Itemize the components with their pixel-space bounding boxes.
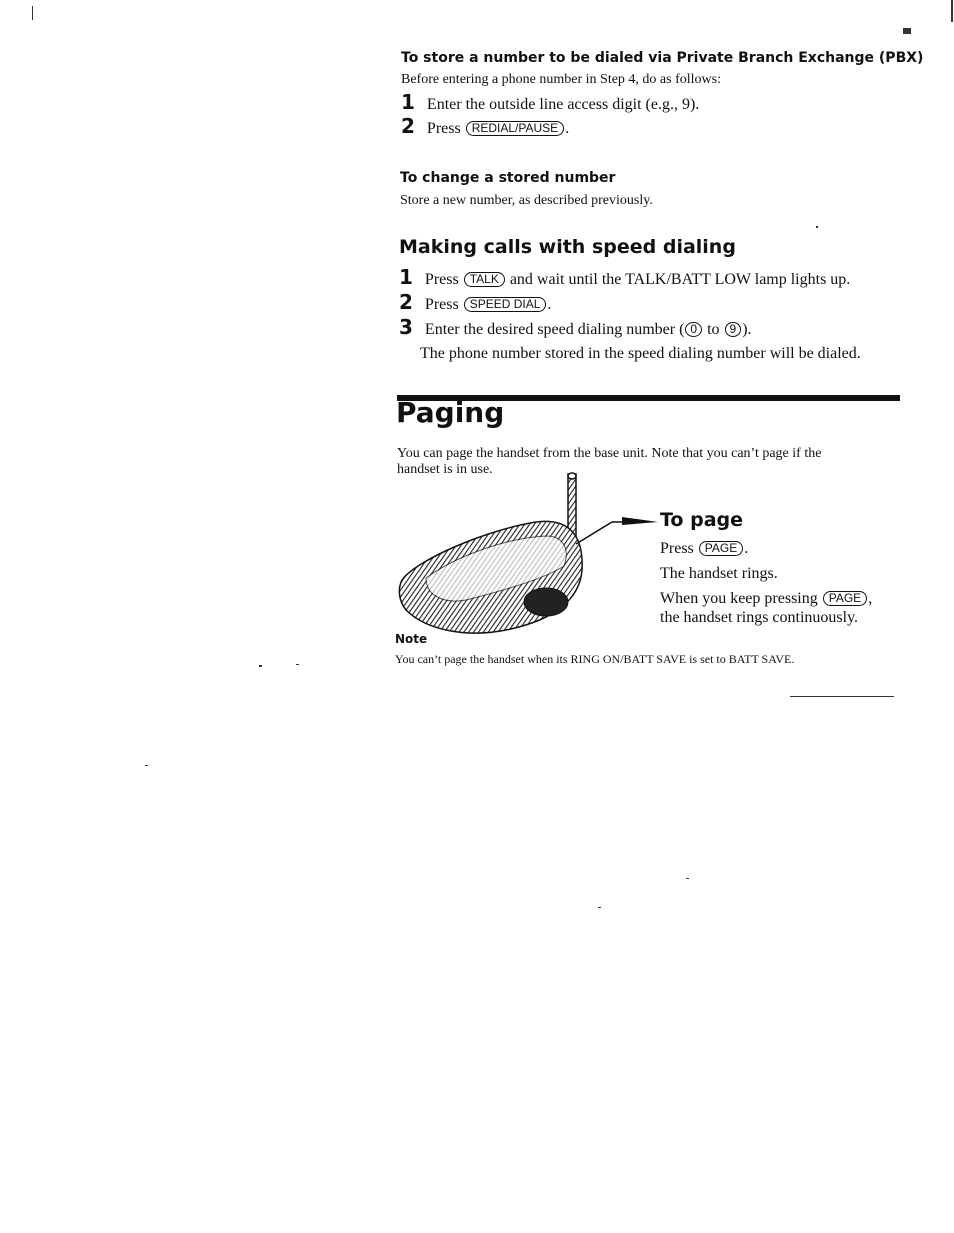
step-number: 1	[399, 265, 413, 289]
step-text-end: .	[547, 296, 552, 313]
scan-mark	[296, 664, 299, 665]
step-text-mid: to	[707, 321, 720, 338]
speed-step-1	[399, 267, 850, 289]
paging-title: Paging	[396, 396, 505, 429]
pbx-step-2	[401, 116, 569, 138]
press-text-end: .	[744, 540, 749, 557]
change-heading: To change a stored number	[400, 170, 616, 186]
step-number: 2	[399, 290, 413, 314]
scan-mark	[816, 226, 818, 228]
step-text-end: ).	[742, 321, 752, 338]
keep-pressing-line-2: the handset rings continuously.	[660, 609, 859, 626]
footer-rule	[790, 696, 894, 697]
note-text: You can’t page the handset when its RING ON/BATT SAVE is set to BATT SAVE.	[395, 652, 795, 666]
speed-dial-key: SPEED DIAL	[464, 297, 547, 312]
step-number: 3	[399, 315, 413, 339]
step-text: Enter the desired speed dialing number (	[424, 321, 685, 338]
scan-mark	[259, 665, 262, 667]
page-key: PAGE	[823, 591, 867, 606]
page-key: PAGE	[699, 541, 743, 556]
step-number: 1	[401, 90, 415, 114]
scan-mark	[686, 878, 689, 879]
scan-mark	[32, 6, 33, 20]
to-page-press	[660, 540, 748, 558]
keep-pressing-line	[660, 590, 872, 608]
note-label: Note	[395, 632, 428, 646]
scan-mark	[145, 765, 148, 766]
pbx-heading: To store a number to be dialed via Private Branch Exchange (PBX)	[401, 50, 924, 66]
speed-heading: Making calls with speed dialing	[399, 236, 736, 258]
paging-intro-line-2: handset is in use.	[397, 462, 493, 477]
digit-9-key: 9	[725, 322, 742, 337]
step-text-end: .	[565, 120, 570, 137]
handset-rings-text: The handset rings.	[660, 565, 778, 582]
scan-mark	[951, 0, 953, 22]
talk-key: TALK	[464, 272, 505, 287]
to-page-heading: To page	[660, 509, 744, 531]
step-number: 2	[401, 114, 415, 138]
keep-text-end: ,	[868, 590, 873, 607]
speed-step-3	[399, 317, 752, 339]
paging-intro-line-1: You can page the handset from the base unit. Note that you can’t page if the	[397, 446, 822, 461]
cordless-phone-base-unit-icon	[396, 470, 666, 640]
step-text: Press	[424, 271, 459, 288]
step-text-end: and wait until the TALK/BATT LOW lamp lights up.	[509, 271, 851, 288]
speed-result: The phone number stored in the speed dialing number will be dialed.	[420, 345, 861, 362]
pbx-step-1	[401, 92, 699, 114]
step-text: Press	[426, 120, 461, 137]
digit-0-key: 0	[685, 322, 702, 337]
step-text: Enter the outside line access digit (e.g., 9).	[426, 96, 700, 113]
scan-mark	[903, 28, 911, 34]
redial-pause-key: REDIAL/PAUSE	[466, 121, 564, 136]
speed-step-2	[399, 292, 551, 314]
step-text: Press	[424, 296, 459, 313]
pbx-intro: Before entering a phone number in Step 4, do as follows:	[401, 72, 721, 87]
change-text: Store a new number, as described previously.	[400, 193, 653, 208]
keep-text: When you keep pressing	[660, 590, 818, 607]
scan-mark	[598, 907, 601, 908]
press-text: Press	[660, 540, 694, 557]
